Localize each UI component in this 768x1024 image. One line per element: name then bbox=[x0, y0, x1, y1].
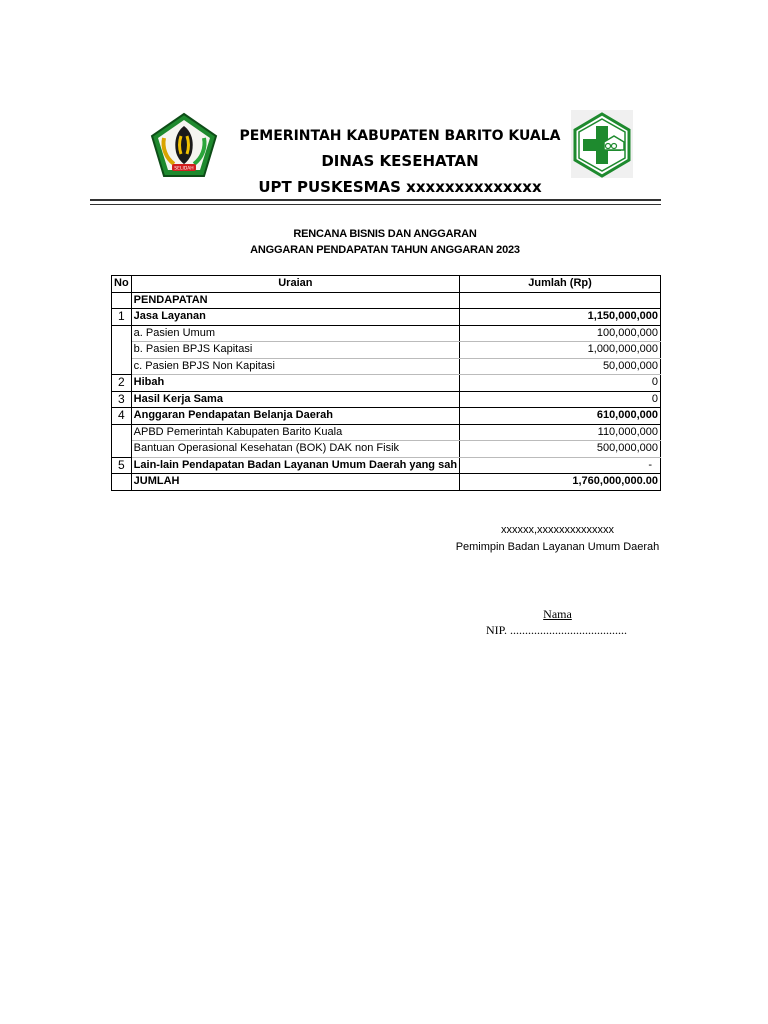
row-jumlah: 0 bbox=[460, 391, 661, 408]
table-row bbox=[112, 292, 661, 309]
table-row bbox=[112, 342, 661, 359]
header-uraian: Uraian bbox=[131, 276, 459, 293]
row-no: 4 bbox=[112, 408, 132, 425]
row-no: 1 bbox=[112, 309, 132, 326]
row-no bbox=[112, 325, 132, 342]
row-no bbox=[112, 441, 132, 458]
letterhead-agency: DINAS KESEHATAN bbox=[321, 152, 479, 170]
emblem-banner-text: SELIDAH bbox=[174, 166, 194, 172]
row-uraian: Anggaran Pendapatan Belanja Daerah bbox=[131, 408, 459, 425]
row-no: 3 bbox=[112, 391, 132, 408]
row-uraian: Hibah bbox=[131, 375, 459, 392]
row-uraian: APBD Pemerintah Kabupaten Barito Kuala bbox=[131, 424, 459, 441]
letterhead bbox=[230, 127, 570, 198]
letterhead-government: PEMERINTAH KABUPATEN BARITO KUALA bbox=[239, 128, 561, 144]
table-header-row bbox=[112, 276, 661, 293]
signature-name: Nama bbox=[543, 607, 572, 621]
row-uraian: Jasa Layanan bbox=[131, 309, 459, 326]
table-row bbox=[112, 358, 661, 375]
table-row bbox=[112, 391, 661, 408]
header-no: No bbox=[112, 276, 132, 293]
row-jumlah: 500,000,000 bbox=[460, 441, 661, 458]
document-title bbox=[110, 226, 660, 258]
row-uraian: Lain-lain Pendapatan Badan Layanan Umum Daerah yang sah bbox=[131, 457, 459, 474]
letterhead-divider-thick bbox=[90, 199, 661, 201]
row-uraian: a. Pasien Umum bbox=[131, 325, 459, 342]
regency-emblem-icon bbox=[150, 112, 218, 180]
row-jumlah: 1,000,000,000 bbox=[460, 342, 661, 359]
table-row bbox=[112, 441, 661, 458]
table-row bbox=[112, 408, 661, 425]
row-jumlah: - bbox=[460, 457, 661, 474]
signature-place-date: xxxxxx,xxxxxxxxxxxxxx bbox=[500, 524, 615, 536]
row-jumlah: 1,760,000,000.00 bbox=[460, 474, 661, 491]
row-uraian: PENDAPATAN bbox=[131, 292, 459, 309]
table-row bbox=[112, 309, 661, 326]
signature-position: Pemimpin Badan Layanan Umum Daerah bbox=[455, 541, 660, 553]
table-row bbox=[112, 457, 661, 474]
row-uraian: Bantuan Operasional Kesehatan (BOK) DAK non Fisik bbox=[131, 441, 459, 458]
row-jumlah: 0 bbox=[460, 375, 661, 392]
row-no: 5 bbox=[112, 457, 132, 474]
row-no bbox=[112, 292, 132, 309]
document-title-line1: RENCANA BISNIS DAN ANGGARAN bbox=[293, 228, 477, 240]
row-jumlah: 50,000,000 bbox=[460, 358, 661, 375]
row-uraian: JUMLAH bbox=[131, 474, 459, 491]
header-jumlah: Jumlah (Rp) bbox=[460, 276, 661, 293]
budget-table bbox=[111, 275, 661, 491]
row-uraian: Hasil Kerja Sama bbox=[131, 391, 459, 408]
table-row bbox=[112, 424, 661, 441]
row-no bbox=[112, 358, 132, 375]
signature-nip: NIP. ....................................... bbox=[486, 623, 628, 637]
row-no bbox=[112, 424, 132, 441]
row-jumlah bbox=[460, 292, 661, 309]
row-uraian: b. Pasien BPJS Kapitasi bbox=[131, 342, 459, 359]
letterhead-unit: UPT PUSKESMAS xxxxxxxxxxxxxx bbox=[258, 178, 542, 196]
row-jumlah: 110,000,000 bbox=[460, 424, 661, 441]
table-total-row bbox=[112, 474, 661, 491]
row-jumlah: 100,000,000 bbox=[460, 325, 661, 342]
table-row bbox=[112, 375, 661, 392]
row-no: 2 bbox=[112, 375, 132, 392]
row-no bbox=[112, 342, 132, 359]
puskesmas-cross-icon bbox=[571, 110, 633, 178]
letterhead-divider-thin bbox=[90, 204, 661, 205]
row-jumlah: 610,000,000 bbox=[460, 408, 661, 425]
row-no bbox=[112, 474, 132, 491]
document-title-line2: ANGGARAN PENDAPATAN TAHUN ANGGARAN 2023 bbox=[250, 244, 520, 256]
table-row bbox=[112, 325, 661, 342]
row-jumlah: 1,150,000,000 bbox=[460, 309, 661, 326]
row-uraian: c. Pasien BPJS Non Kapitasi bbox=[131, 358, 459, 375]
